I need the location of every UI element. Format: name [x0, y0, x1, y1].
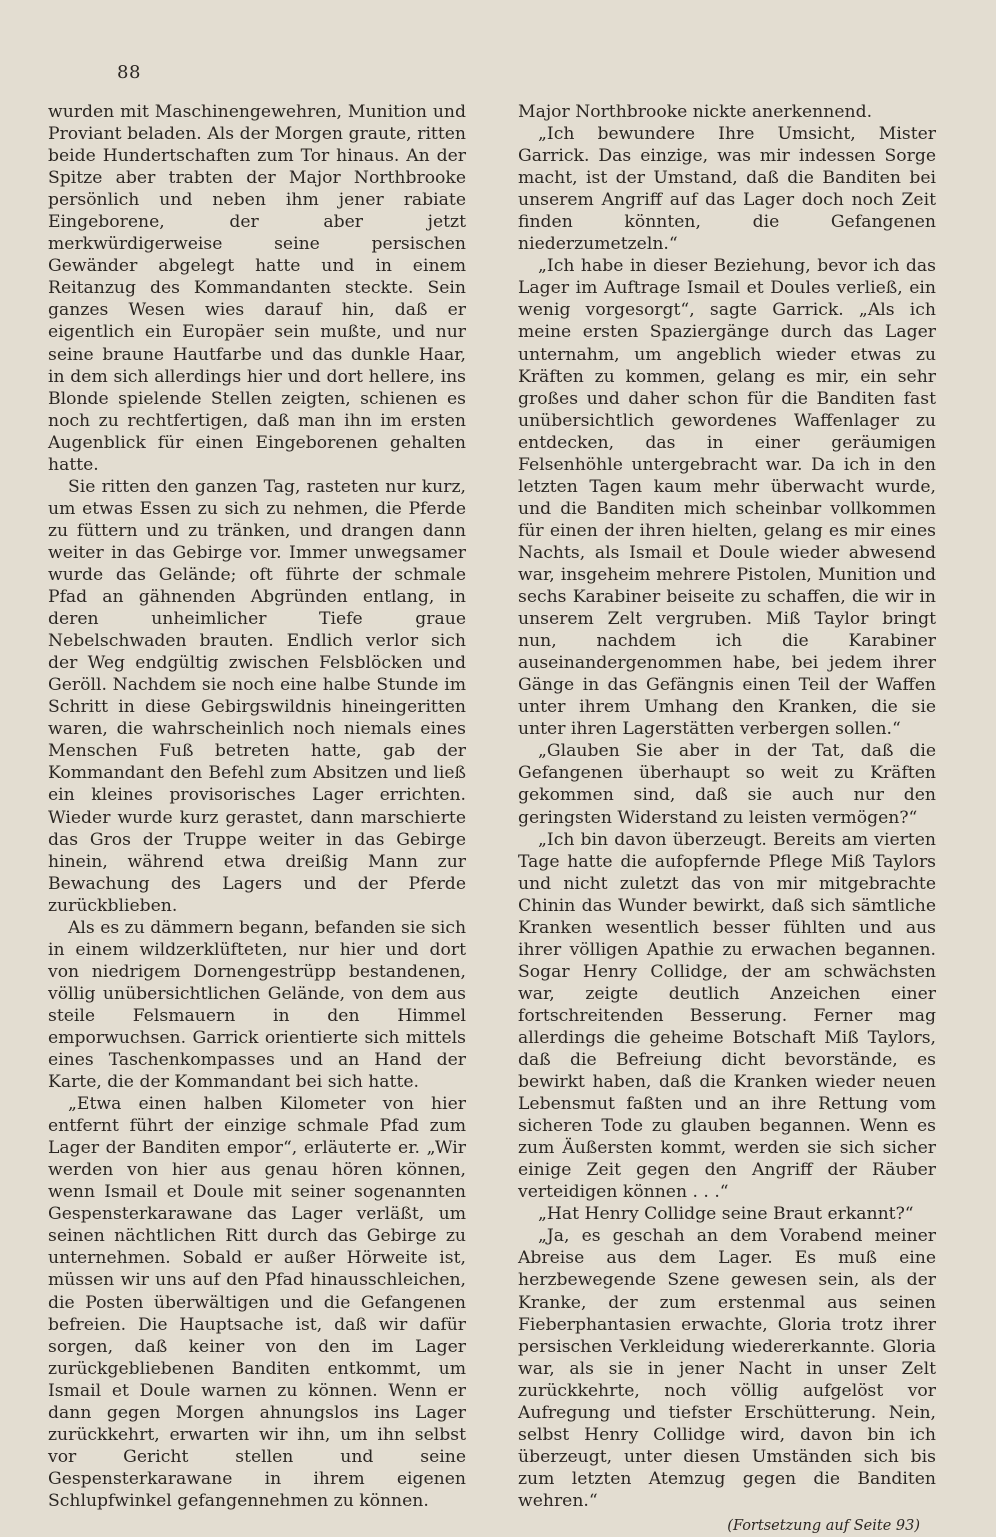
paragraph: „Ja, es geschah an dem Vorabend meiner Abreise aus dem Lager. Es muß eine herzbewegende Szene gewesen sein, als der Kranke, der zum erstenmal aus seinen Fieberphantasien erwachte, Gloria trotz ihrer persischen Verkleidung wiedererkannte. Gloria war, als sie in jener Nacht in unser Zelt zurückkehrte, noch völlig aufgelöst vor Aufregung und tiefster Erschütterung. Nein, selbst Henry Collidge wird, davon bin ich überzeugt, unter diesen Umständen sich bis zum letzten Atemzug gegen die Banditen wehren.“ — [518, 1226, 936, 1511]
paragraph: wurden mit Maschinengewehren, Munition und Proviant beladen. Als der Morgen graute, ritten beide Hundertschaften zum Tor hinaus. An der Spitze aber trabten der Major Northbrooke persönlich und neben ihm jener rabiate Eingeborene, der aber jetzt merkwürdigerweise seine persischen Gewänder abgelegt hatte und in einem Reitanzug des Kommandanten steckte. Sein ganzes Wesen wies darauf hin, daß er eigentlich ein Europäer sein mußte, und nur seine braune Hautfarbe und das dunkle Haar, in dem sich allerdings hier und dort hellere, ins Blonde spielende Stellen zeigten, schienen es noch zu rechtfertigen, daß man ihn im ersten Augenblick für einen Eingeborenen gehalten hatte. — [48, 102, 466, 475]
page-number: 88 — [117, 62, 141, 83]
left-column — [48, 101, 466, 1512]
paragraph: „Glauben Sie aber in der Tat, daß die Gefangenen überhaupt so weit zu Kräften gekommen sind, daß sie auch nur den geringsten Widerstand zu leisten vermögen?“ — [518, 741, 936, 828]
paragraph: Major Northbrooke nickte anerkennend. — [518, 102, 873, 122]
paragraph: Als es zu dämmern begann, befanden sie sich in einem wildzerklüfteten, nur hier und dort von niedrigem Dornengestrüpp bestandenen, völlig unübersichtlichen Gelände, von dem aus steile Felsmauern in den Himmel emporwuchsen. Garrick orientierte sich mittels eines Taschenkompasses und an Hand der Karte, die der Kommandant bei sich hatte. — [48, 917, 467, 1093]
paragraph: „Ich bewundere Ihre Umsicht, Mister Garrick. Das einzige, was mir indessen Sorge macht, ist der Umstand, daß die Banditen bei unserem Angriff auf das Lager doch noch Zeit finden könnten, die Gefangenen niederzumetzeln.“ — [518, 124, 936, 255]
paragraph: „Hat Henry Collidge seine Braut erkannt?“ — [538, 1204, 914, 1225]
right-column — [518, 101, 936, 1537]
paragraph: „Ich habe in dieser Beziehung, bevor ich das Lager im Auftrage Ismail et Doules verließ, ein wenig vorgesorgt“, sagte Garrick. „Als ich meine ersten Spaziergänge durch das Lager unternahm, um angeblich wieder etwas zu Kräften zu kommen, gelang es mir, ein sehr großes und daher schon für die Banditen fast unübersichtlich gewordenes Waffenlager zu entdecken, das in einer geräumigen Felsenhöhle untergebracht war. Da ich in den letzten Tagen kaum mehr überwacht wurde, und die Banditen mich scheinbar vollkommen für einen der ihren hielten, gelang es mir eines Nachts, als Ismail et Doule wieder abwesend war, insgeheim mehrere Pistolen, Munition und sechs Karabiner beiseite zu schaffen, die wir in unserem Zelt vergruben. Miß Taylor bringt nun, nachdem ich die Karabiner auseinandergenommen habe, bei jedem ihrer Gänge in das Gefängnis einen Teil der Waffen unter ihrem Umhang den Kranken, die sie unter ihren Lagerstätten verbergen sollen.“ — [518, 256, 936, 740]
paragraph: „Ich bin davon überzeugt. Bereits am vierten Tage hatte die aufopfernde Pflege Miß Taylors und nicht zuletzt das von mir mitgebrachte Chinin das Wunder bewirkt, daß sich sämtliche Kranken wesentlich besser fühlten und aus ihrer völligen Apathie zu erwachen begannen. Sogar Henry Collidge, der am schwächsten war, zeigte deutlich Anzeichen einer fortschreitenden Besserung. Ferner mag allerdings die geheime Botschaft Miß Taylors, daß die Befreiung dicht bevorstände, es bewirkt haben, daß die Kranken wieder neuen Lebensmut faßten und an ihre Rettung vom sicheren Tode zu glauben begannen. Wenn es zum Äußersten kommt, werden sie sich sicher einige Zeit gegen den Angriff der Räuber verteidigen können . . .“ — [518, 829, 936, 1203]
paragraph: Sie ritten den ganzen Tag, rasteten nur kurz, um etwas Essen zu sich zu nehmen, die Pferde zu füttern und zu tränken, und drangen dann weiter in das Gebirge vor. Immer unwegsamer wurde das Gelände; oft führte der schmale Pfad an gähnenden Abgründen entlang, in deren unheimlicher Tiefe graue Nebelschwaden brauten. Endlich verlor sich der Weg endgültig zwischen Felsblöcken und Geröll. Nachdem sie noch eine halbe Stunde im Schritt in diese Gebirgswildnis hineingeritten waren, die wahrscheinlich noch niemals eines Menschen Fuß betreten hatte, gab der Kommandant den Befehl zum Absitzen und ließ ein kleines provisorisches Lager errichten. Wieder wurde kurz gerastet, dann marschierte das Gros der Truppe weiter in das Gebirge hinein, während etwa dreißig Mann zur Bewachung des Lagers und der Pferde zurückblieben. — [48, 476, 466, 916]
paragraph: „Etwa einen halben Kilometer von hier entfernt führt der einzige schmale Pfad zum Lager der Banditen empor“, erläuterte er. „Wir werden von hier aus genau hören können, wenn Ismail et Doule mit seiner sogenannten Gespensterkarawane das Lager verläßt, um seinen nächtlichen Ritt durch das Gebirge zu unternehmen. Sobald er außer Hörweite ist, müssen wir uns auf den Pfad hinausschleichen, die Posten überwältigen und die Gefangenen befreien. Die Hauptsache ist, daß wir dafür sorgen, daß keiner von den im Lager zurückgebliebenen Banditen entkommt, um Ismail et Doule warnen zu können. Wenn er dann gegen Morgen ahnungslos ins Lager zurückkehrt, erwarten wir ihn, um ihn selbst vor Gericht stellen und seine Gespensterkarawane in ihrem eigenen Schlupfwinkel gefangennehmen zu können. — [48, 1094, 466, 1511]
continuation-note: (Fortsetzung auf Seite 93) — [727, 1518, 920, 1534]
